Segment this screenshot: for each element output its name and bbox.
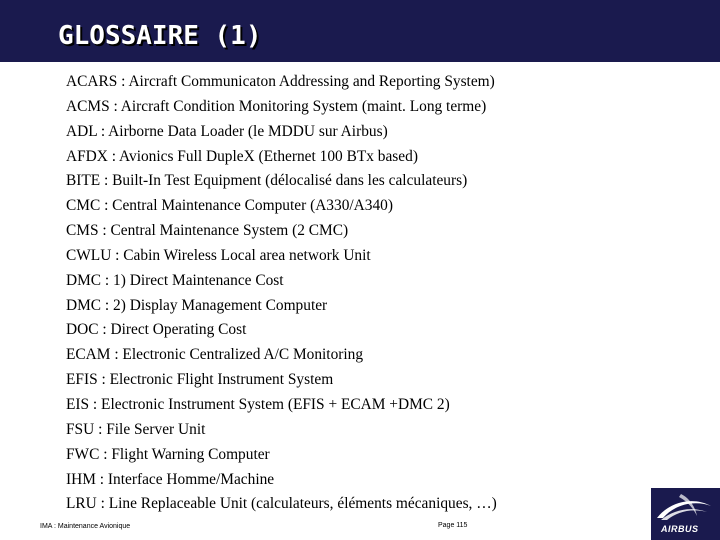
- footer-course-title: IMA : Maintenance Avionique: [40, 523, 131, 530]
- glossary-item: CMC : Central Maintenance Computer (A330/A340): [66, 197, 393, 215]
- glossary-item: CMS : Central Maintenance System (2 CMC): [66, 222, 349, 240]
- glossary-item: DOC : Direct Operating Cost: [66, 321, 247, 339]
- glossary-list: [66, 70, 497, 517]
- glossary-item: DMC : 2) Display Management Computer: [66, 296, 328, 314]
- airbus-logo: [651, 488, 720, 540]
- airbus-logo-text: AIRBUS: [661, 524, 699, 534]
- slide-title: GLOSSAIRE (1): [58, 21, 262, 51]
- glossary-item: BITE : Built-In Test Equipment (délocalisé dans les calculateurs): [66, 172, 468, 190]
- glossary-item: AFDX : Avionics Full DupleX (Ethernet 100 BTx based): [66, 147, 418, 165]
- glossary-item: IHM : Interface Homme/Machine: [66, 470, 275, 488]
- glossary-item: LRU : Line Replaceable Unit (calculateurs, éléments mécaniques, …): [66, 495, 497, 513]
- page-number: Page 115: [438, 522, 468, 529]
- glossary-item: FSU : File Server Unit: [66, 420, 206, 438]
- glossary-item: ACARS : Aircraft Communicaton Addressing and Reporting System): [66, 73, 495, 90]
- glossary-item: CWLU : Cabin Wireless Local area network Unit: [66, 246, 371, 264]
- glossary-item: DMC : 1) Direct Maintenance Cost: [66, 271, 284, 289]
- glossary-item: ECAM : Electronic Centralized A/C Monitoring: [66, 346, 364, 364]
- glossary-item: ACMS : Aircraft Condition Monitoring System (maint. Long terme): [66, 97, 487, 115]
- glossary-item: EFIS : Electronic Flight Instrument System: [66, 371, 334, 389]
- glossary-item: EIS : Electronic Instrument System (EFIS + ECAM +DMC 2): [66, 395, 450, 413]
- glossary-item: ADL : Airborne Data Loader (le MDDU sur Airbus): [66, 122, 388, 140]
- glossary-item: FWC : Flight Warning Computer: [66, 445, 270, 463]
